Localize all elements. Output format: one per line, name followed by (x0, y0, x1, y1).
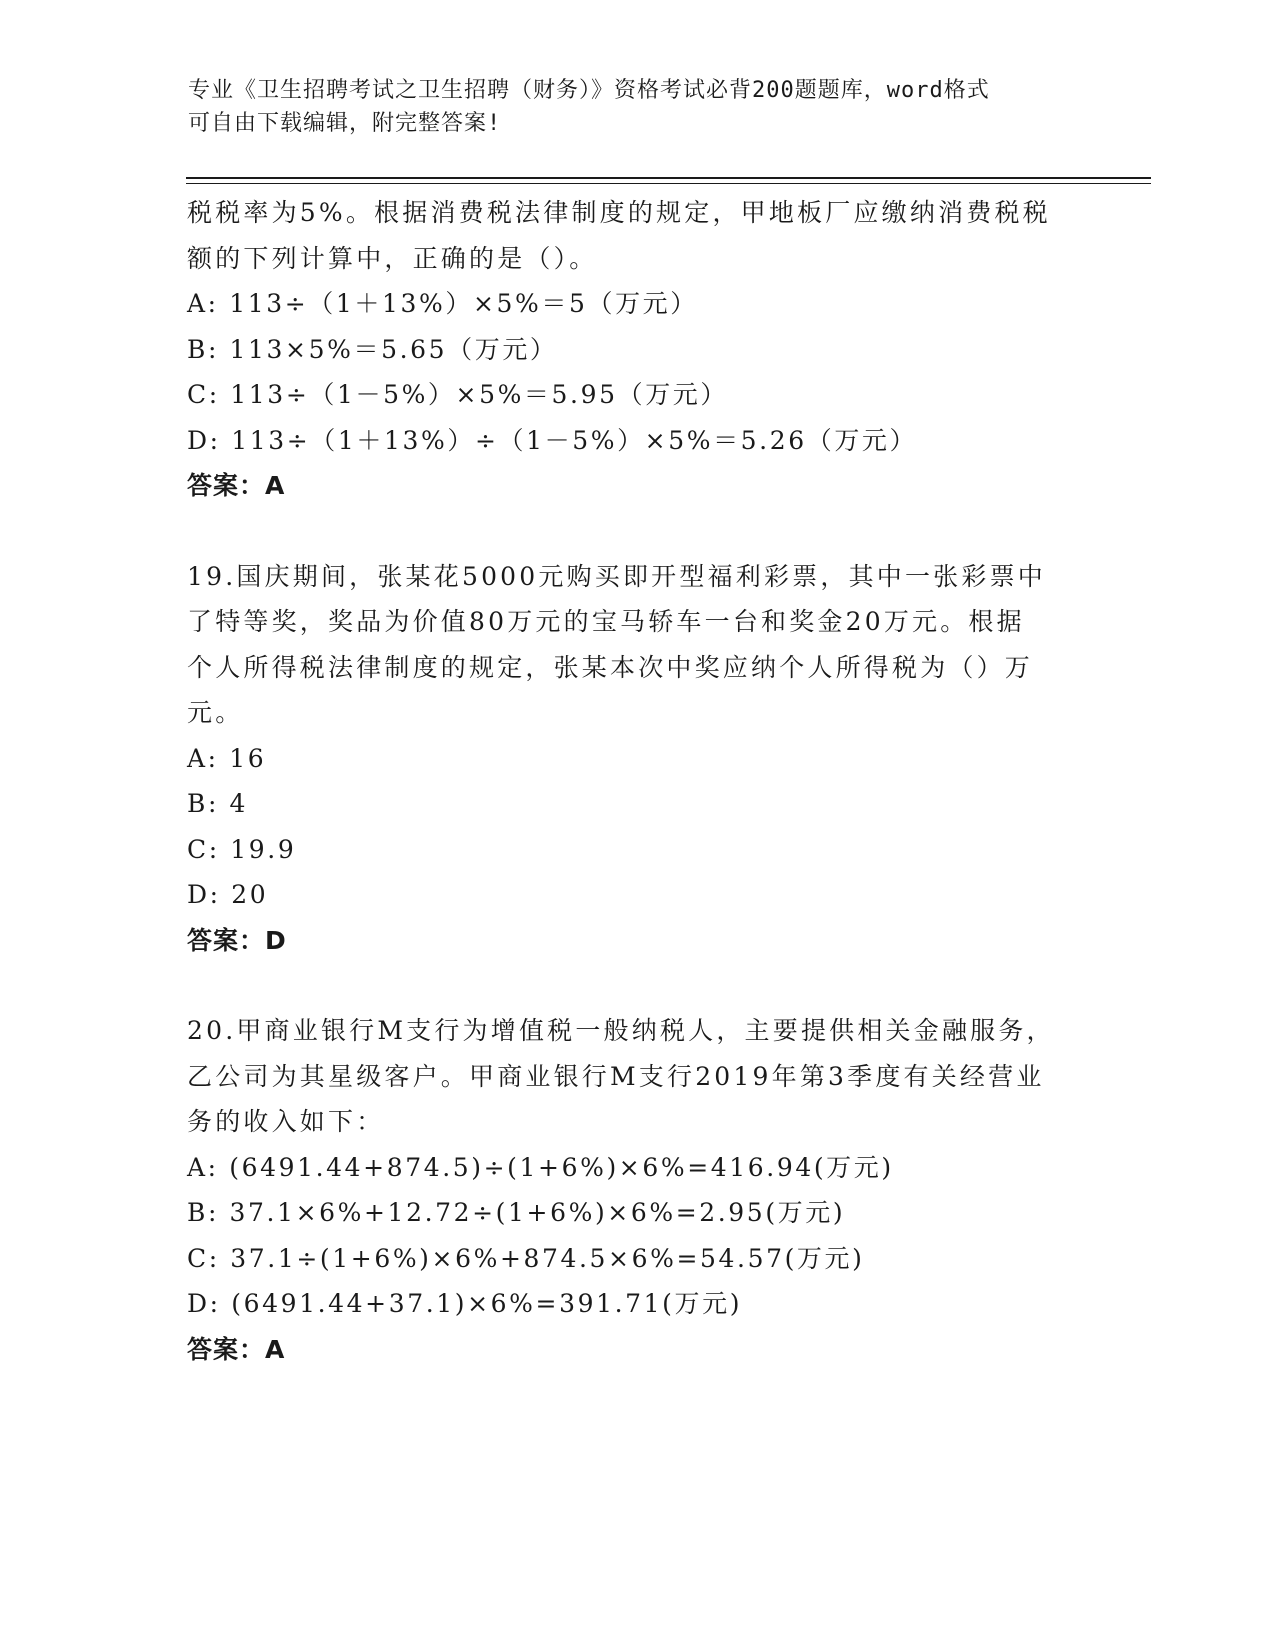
option-c: C: 19.9 (187, 834, 297, 864)
stem-line: 乙公司为其星级客户。甲商业银行M支行2019年第3季度有关经营业 (187, 1061, 1045, 1091)
option-d: D: 20 (187, 880, 269, 909)
header-line-1: 专业《卫生招聘考试之卫生招聘（财务）》资格考试必背200题题库，word格式 (188, 78, 990, 103)
option-b: B: 113×5%＝5.65（万元） (187, 334, 558, 364)
question-19 (187, 554, 1087, 964)
question-20 (187, 1008, 1087, 1372)
stem-line: 19.国庆期间，张某花5000元购买即开型福利彩票，其中一张彩票中 (187, 561, 1046, 591)
stem-line: 务的收入如下： (187, 1107, 385, 1136)
header-rule-thin (186, 183, 1151, 184)
stem-line: 税税率为5%。根据消费税法律制度的规定，甲地板厂应缴纳消费税税 (187, 198, 1051, 227)
option-a: A: (6491.44+874.5)÷(1+6%)×6%=416.94(万元) (187, 1152, 894, 1182)
question-stem (187, 1008, 1087, 1145)
option-d: D: 113÷（1＋13%）÷（1－5%）×5%＝5.26（万元） (187, 425, 918, 455)
header-line-2: 可自由下载编辑，附完整答案! (188, 111, 502, 136)
answer-label: 答案：D (187, 925, 287, 955)
stem-line: 了特等奖，奖品为价值80万元的宝马轿车一台和奖金20万元。根据 (187, 607, 1025, 636)
stem-line: 个人所得税法律制度的规定，张某本次中奖应纳个人所得税为（）万 (187, 652, 1034, 682)
option-b: B: 4 (187, 789, 249, 818)
header-rule-thick (186, 177, 1151, 179)
document-header (188, 74, 1068, 140)
document-body (187, 190, 1087, 1372)
answer-label: 答案：A (187, 471, 286, 500)
option-d: D: (6491.44+37.1)×6%=391.71(万元) (187, 1289, 743, 1318)
question-stem (187, 554, 1087, 736)
stem-line: 额的下列计算中，正确的是（）。 (187, 243, 598, 273)
stem-line: 元。 (187, 698, 244, 727)
stem-line: 20.甲商业银行M支行为增值税一般纳税人，主要提供相关金融服务， (187, 1016, 1055, 1045)
option-a: A: 113÷（1＋13%）×5%＝5（万元） (187, 289, 698, 318)
option-b: B: 37.1×6%+12.72÷(1+6%)×6%=2.95(万元) (187, 1198, 846, 1227)
option-c: C: 37.1÷(1+6%)×6%+874.5×6%=54.57(万元) (187, 1243, 865, 1273)
option-c: C: 113÷（1－5%）×5%＝5.95（万元） (187, 380, 729, 409)
option-a: A: 16 (187, 743, 267, 773)
question-stem (187, 190, 1087, 281)
question-18 (187, 190, 1087, 509)
answer-label: 答案：A (187, 1334, 286, 1364)
